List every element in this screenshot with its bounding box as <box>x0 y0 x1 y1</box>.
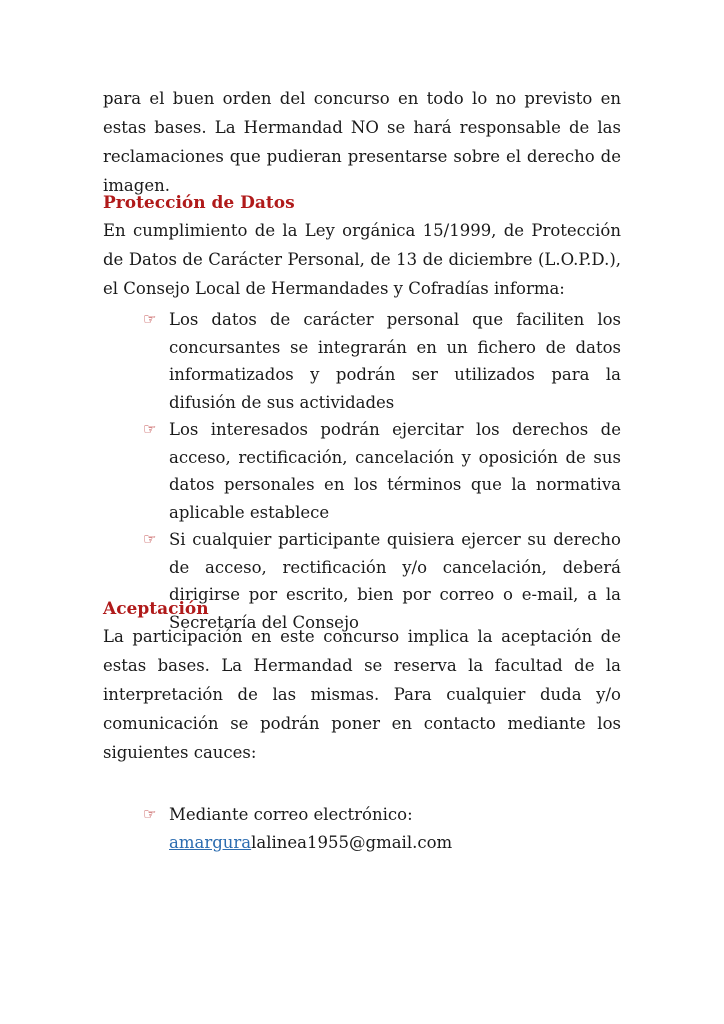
contact-list <box>103 801 621 856</box>
email-rest: lalinea1955@gmail.com <box>251 832 453 852</box>
contact-label: Mediante correo electrónico: <box>169 805 413 824</box>
section-heading-aceptacion: Aceptación <box>103 599 209 619</box>
section-heading-proteccion: Protección de Datos <box>103 193 295 213</box>
pointing-hand-icon: ☞ <box>143 530 157 548</box>
bullet-text: Si cualquier participante quisiera ejercer su derecho de acceso, rectificación y/o cancelación, deberá dirigirse por escrito, bien por correo o e-mail, a la Secretaría del Consejo <box>169 530 621 632</box>
list-item <box>103 416 621 526</box>
aceptacion-paragraph: La participación en este concurso implica la aceptación de estas bases. La Hermandad se reserva la facultad de la interpretación de las mismas. Para cualquier duda y/o comunicación se podrán poner en contacto mediante los siguientes cauces: <box>103 627 621 762</box>
email-link[interactable]: amargura <box>169 832 252 852</box>
list-item <box>103 306 621 416</box>
bullet-text: Los datos de carácter personal que faciliten los concursantes se integrarán en un fichero de datos informatizados y podrán ser utilizados para la difusión de sus actividades <box>169 310 621 412</box>
intro-paragraph: para el buen orden del concurso en todo lo no previsto en estas bases. La Hermandad NO se hará responsable de las reclamaciones que pudieran presentarse sobre el derecho de imagen. <box>103 89 621 195</box>
section-proteccion-datos <box>103 190 621 636</box>
pointing-hand-icon: ☞ <box>143 420 157 438</box>
list-item <box>103 801 621 856</box>
pointing-hand-icon: ☞ <box>143 310 157 328</box>
pointing-hand-icon: ☞ <box>143 805 157 823</box>
intro-block <box>103 84 621 200</box>
section-aceptacion <box>103 596 621 856</box>
proteccion-bullet-list <box>103 306 621 636</box>
proteccion-paragraph: En cumplimiento de la Ley orgánica 15/1999, de Protección de Datos de Carácter Personal, de 13 de diciembre (L.O.P.D.), el Consejo Local de Hermandades y Cofradías informa: <box>103 221 621 298</box>
bullet-text: Los interesados podrán ejercitar los derechos de acceso, rectificación, cancelación y oposición de sus datos personales en los términos que la normativa aplicable establece <box>169 420 621 522</box>
